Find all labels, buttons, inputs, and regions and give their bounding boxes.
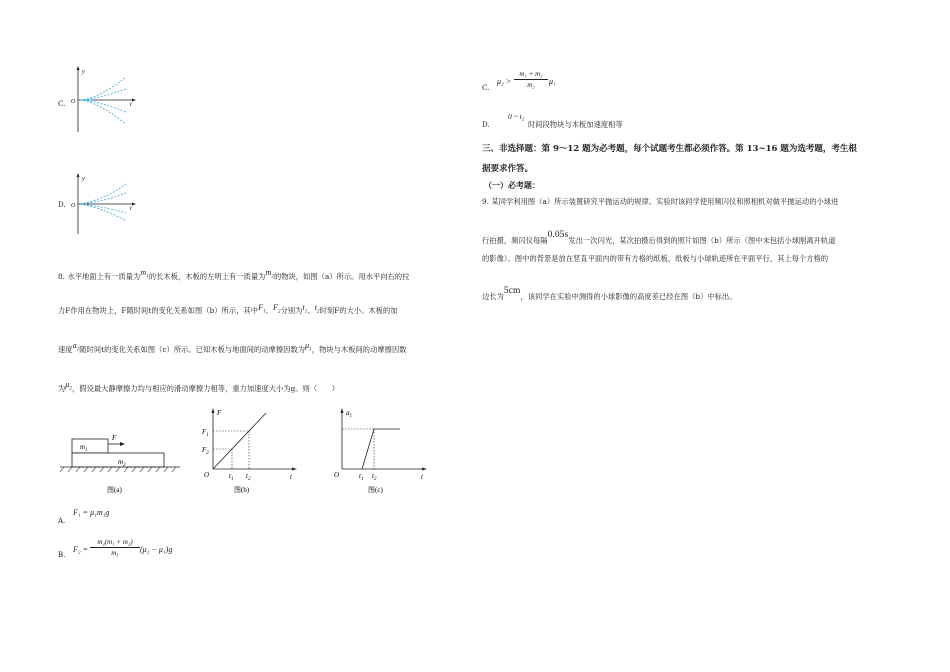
- fig-b-t1: $t_1$: [229, 472, 234, 482]
- c-axis-y: y: [82, 69, 85, 75]
- fig-a-m1: $m_1$: [80, 443, 88, 453]
- fig-c-xaxis: t: [421, 473, 423, 481]
- fig-a-caption: 图(a): [107, 486, 122, 494]
- option-b-denominator: m₁: [90, 547, 140, 557]
- right-option-c-numerator: m₁ + m₂: [519, 70, 543, 78]
- q8-line-1: 8. 水平地面上有一质量为$m_1$的长木板，木板的左明上有一质量为$m_2$的物块，如图（a）所示。用水平向右的拉: [58, 268, 410, 281]
- option-a-formula: F₁ = μ₁m₁g: [73, 508, 110, 517]
- right-option-c-label: C.: [482, 84, 490, 92]
- fig-b-t2: $t_2$: [246, 472, 251, 482]
- fig-c-t2: $t_2$: [372, 472, 377, 482]
- option-d-label: D.: [58, 201, 66, 209]
- option-d-graph: [66, 171, 141, 236]
- option-c-label: C.: [58, 100, 66, 108]
- q9-interval: 0.05s: [547, 230, 569, 240]
- subsection-required: （一）必考题：: [484, 180, 540, 190]
- section-3-heading-line1: 三、非选择题：第 9～12 题为必考题，每个试题考生都必须作答。第 13~16 题为选考题，考生根: [482, 144, 857, 154]
- fig-c-origin: O: [334, 471, 340, 479]
- right-option-d-label: D.: [482, 121, 490, 129]
- q9-line-2: 行拍摄，频闪仪每隔0.05s发出一次闪光，某次拍摄后得到的照片如图（b）所示（图中未包括小球刚离开轨道: [482, 230, 836, 245]
- fig-b-caption: 图(b): [234, 486, 250, 494]
- q8-line-2: 力F作用在物块上，F随时间t的变化关系如图（b）所示，其中$F_1$、$F_2$分别为$t_1$、$t_2$时刻F的大小。木板的加: [58, 303, 398, 315]
- block-m1: [72, 439, 108, 453]
- q9-line-4: 边长为5cm，该同学在实验中测得的小球影像的高度差已经在图（b）中标出。: [482, 286, 737, 301]
- q9-line-1: 9. 某同学利用图（a）所示装置研究平抛运动的规律。实验时该同学使用频闪仪和照相机对做平抛运动的小球进: [482, 197, 839, 206]
- option-c-graph: [66, 64, 141, 134]
- right-option-c-fraction: [514, 70, 548, 89]
- fig-b-xaxis: t: [290, 473, 292, 481]
- option-b-lhs: F₂ =: [73, 545, 89, 554]
- right-option-d-range: 0 ~ t₂: [508, 112, 525, 121]
- d-origin: O: [71, 203, 76, 209]
- fig-c-yaxis: $a_1$: [346, 409, 352, 419]
- fig-b-F2: $F_2$: [202, 446, 209, 456]
- q8-line-3: 速度$a_1$随时间t的变化关系如图（c）所示。已知木板与地面间的动摩擦因数为$\mu_1$，物块与木板间的动摩擦因数: [58, 341, 407, 354]
- q9-line-3: 的影像）。图中的背景是放在竖直平面内的带有方格的纸板，纸板与小球轨迹所在平面平行，其上每个方格的: [482, 254, 829, 263]
- fig-a-m2: $m_2$: [118, 458, 126, 468]
- option-b-numerator: m₂(m₁ + m₂): [97, 538, 133, 546]
- section-3-heading-line2: 据要求作答。: [482, 164, 534, 174]
- d-axis-x: t: [130, 206, 132, 212]
- option-a-label: A.: [58, 517, 66, 525]
- fig-b-origin: O: [204, 471, 210, 479]
- fig-a-force: F: [112, 434, 117, 442]
- q8-line-4: 为$\mu_2$，假设最大静摩擦力均与相应的滑动摩擦力相等，重力加速度大小为g。则（ ）: [58, 380, 340, 393]
- d-axis-y: y: [82, 176, 85, 182]
- q9-side-length: 5cm: [503, 286, 521, 296]
- figure-b: [196, 405, 301, 497]
- fig-b-F1: $F_1$: [202, 428, 209, 438]
- fig-c-caption: 图(c): [368, 486, 383, 494]
- option-b-fraction: [90, 538, 140, 557]
- fig-b-yaxis: F: [217, 409, 222, 417]
- right-option-c-rhs: μ₁: [549, 77, 556, 86]
- right-option-d-text: 时间段物块与木板加速度相等: [528, 120, 623, 129]
- option-b-label: B.: [58, 551, 66, 559]
- c-origin: O: [71, 99, 76, 105]
- right-option-c-lhs: μ₂ >: [497, 77, 512, 86]
- fig-c-t1: $t_1$: [359, 472, 364, 482]
- right-option-c-denominator: m₂: [514, 79, 548, 89]
- figure-c: [330, 405, 435, 497]
- figure-a: [58, 425, 183, 497]
- c-axis-x: t: [130, 102, 132, 108]
- option-b-rhs: (μ₂ − μ₁)g: [140, 545, 173, 554]
